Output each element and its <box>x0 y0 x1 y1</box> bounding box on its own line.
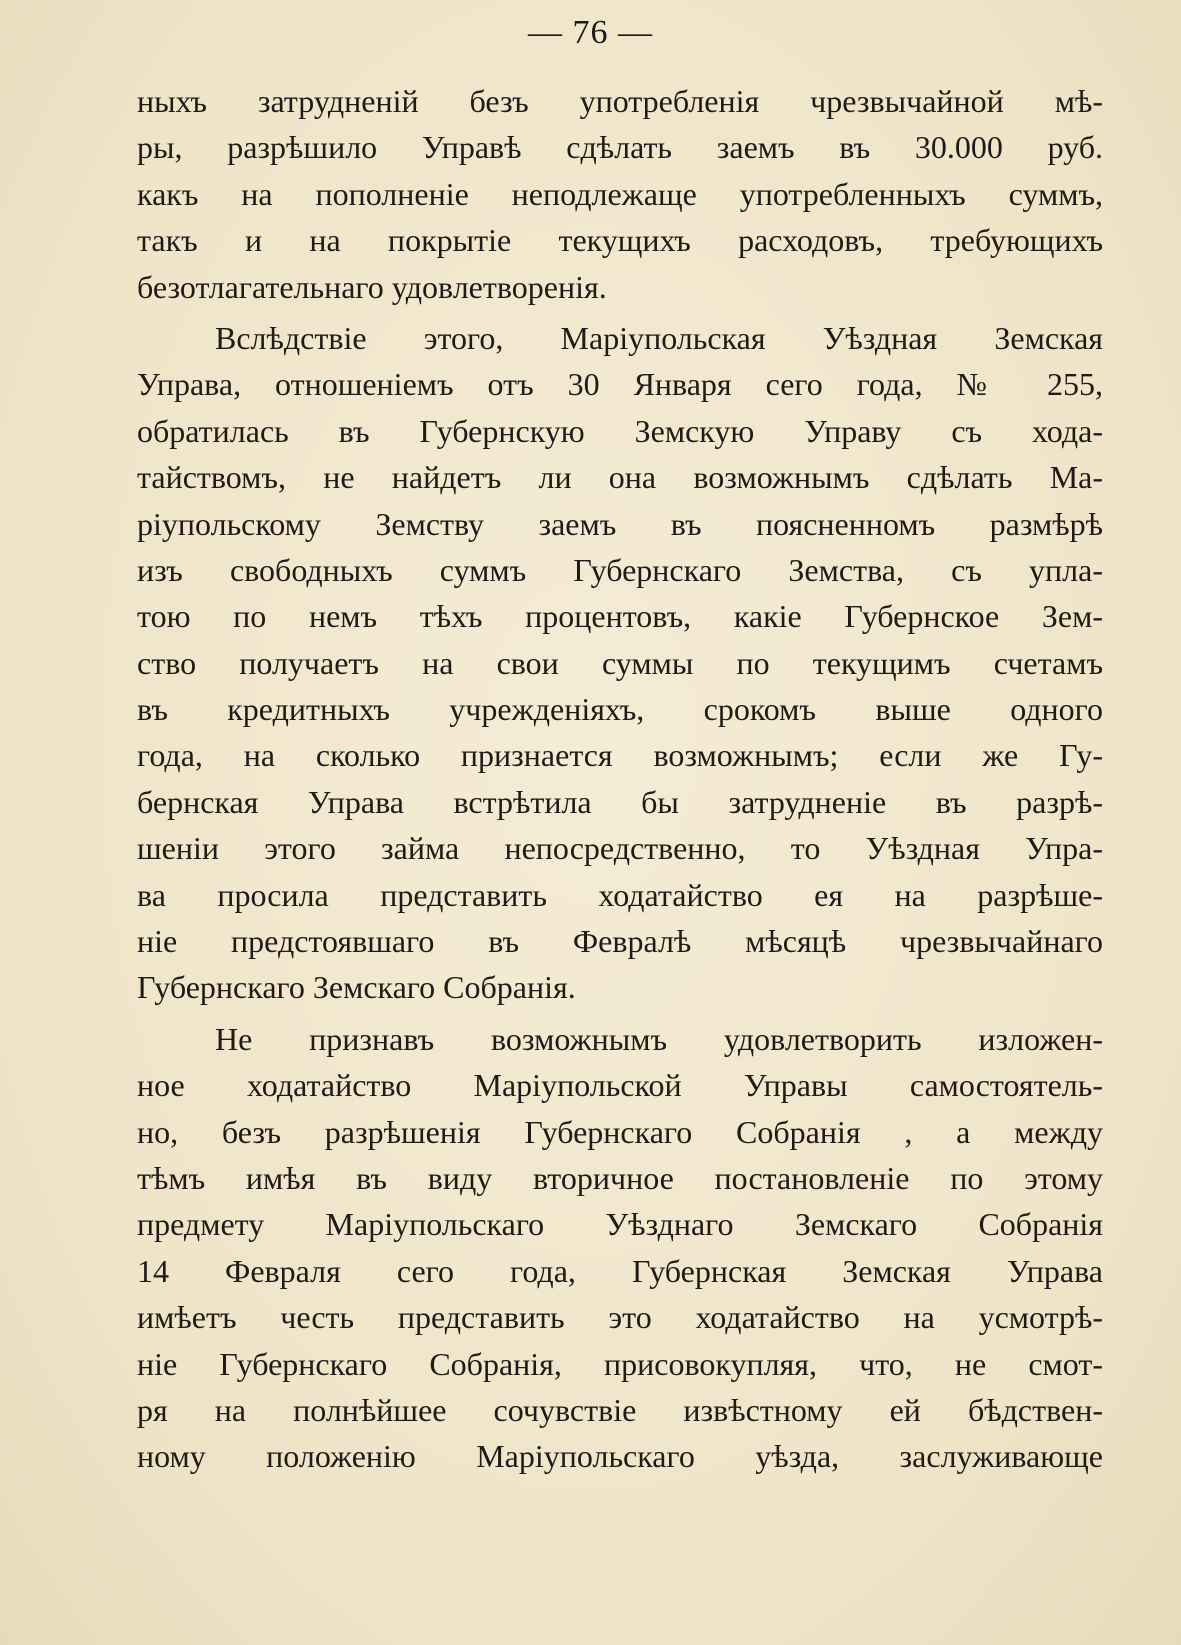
text-line: но, безъ разрѣшенія Губернскаго Собранія , а между <box>137 1113 1103 1150</box>
paragraph-1 <box>137 78 1103 310</box>
text-line: ры, разрѣшило Управѣ сдѣлать заемъ въ 30.000 руб. <box>137 129 1103 166</box>
text-line: шеніи этого займа непосредственно, то Уѣздная Упра- <box>137 830 1103 867</box>
text-line: Не признавъ возможнымъ удовлетворить изложен- <box>215 1020 1103 1057</box>
text-line: имѣетъ честь представить это ходатайство на усмотрѣ- <box>137 1299 1103 1336</box>
text-line: Вслѣдствіе этого, Маріупольская Уѣздная Земская <box>215 319 1103 356</box>
text-line: ніе предстоявшаго въ Февралѣ мѣсяцѣ чрезвычайнаго <box>137 923 1103 960</box>
text-line: ва просила представить ходатайство ея на разрѣше- <box>137 876 1103 913</box>
text-line: ство получаетъ на свои суммы по текущимъ счетамъ <box>137 644 1103 681</box>
text-line: тою по немъ тѣхъ процентовъ, какіе Губернское Зем- <box>137 598 1103 635</box>
text-line: ное ходатайство Маріупольской Управы самостоятель- <box>137 1067 1103 1104</box>
text-line: Управа, отношеніемъ отъ 30 Января сего года, № 255, <box>137 366 1103 403</box>
text-line: безотлагательнаго удовлетворенія. <box>137 268 607 305</box>
text-line: бернская Управа встрѣтила бы затрудненіе въ разрѣ- <box>137 783 1103 820</box>
paragraph-3 <box>137 1016 1103 1480</box>
text-line: ря на полнѣйшее сочувствіе извѣстному ей бѣдствен- <box>137 1391 1103 1428</box>
text-line: тайствомъ, не найдетъ ли она возможнымъ сдѣлать Ма- <box>137 459 1103 496</box>
text-line: ному положенію Маріупольскаго уѣзда, заслуживающе <box>137 1438 1103 1475</box>
text-line: Губернскаго Земскаго Собранія. <box>137 969 576 1006</box>
text-line: въ кредитныхъ учрежденіяхъ, срокомъ выше одного <box>137 691 1103 728</box>
text-line: предмету Маріупольскаго Уѣзднаго Земскаго Собранія <box>137 1206 1103 1243</box>
body-text <box>137 78 1103 1485</box>
text-line: 14 Февраля сего года, Губернская Земская Управа <box>137 1252 1103 1289</box>
text-line: ріупольскому Земству заемъ въ поясненномъ размѣрѣ <box>137 505 1103 542</box>
page-number: — 76 — <box>528 14 653 51</box>
text-line: тѣмъ имѣя въ виду вторичное постановленіе по этому <box>137 1159 1103 1196</box>
text-line: изъ свободныхъ суммъ Губернскаго Земства, съ упла- <box>137 551 1103 588</box>
text-line: ныхъ затрудненій безъ употребленія чрезвычайной мѣ- <box>137 83 1103 119</box>
text-line: такъ и на покрытіе текущихъ расходовъ, требующихъ <box>137 222 1103 259</box>
text-line: ніе Губернскаго Собранія, присовокупляя, что, не смот- <box>137 1345 1103 1382</box>
paragraph-2 <box>137 315 1103 1011</box>
text-line: какъ на пополненіе неподлежаще употребленныхъ суммъ, <box>137 175 1103 212</box>
text-line: обратилась въ Губернскую Земскую Управу съ хода- <box>137 412 1103 449</box>
text-line: года, на сколько признается возможнымъ; если же Гу- <box>137 737 1103 774</box>
